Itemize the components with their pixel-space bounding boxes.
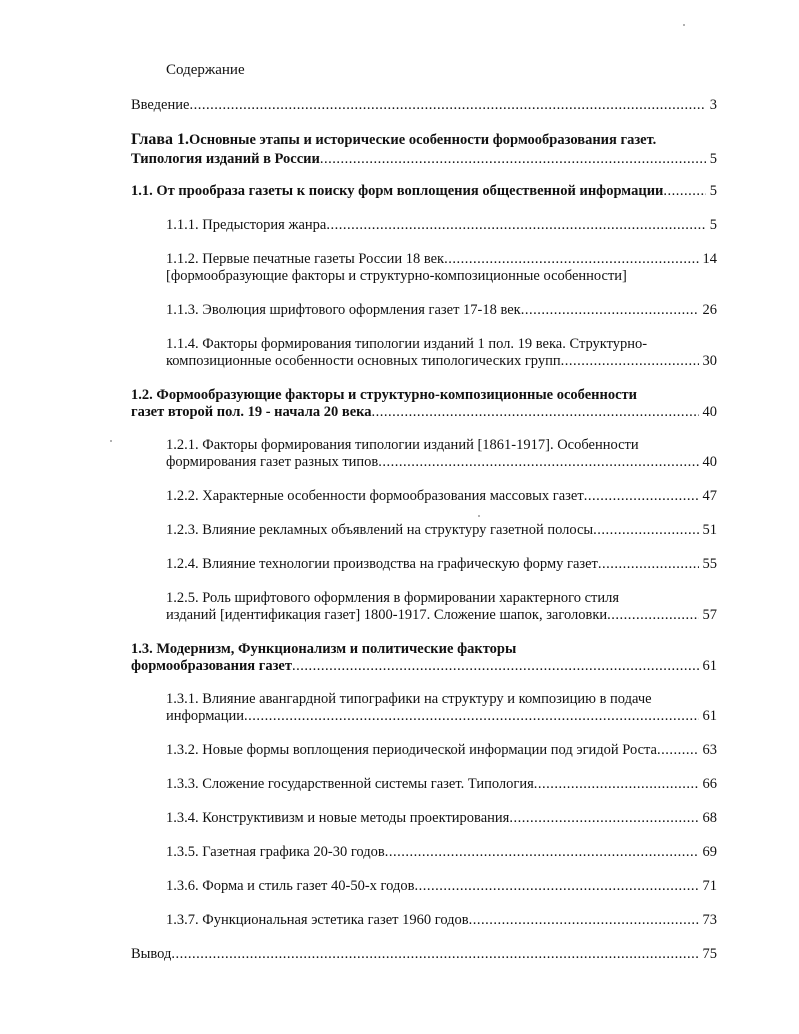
toc-entry-intro <box>131 97 717 114</box>
toc-line <box>131 130 717 150</box>
toc-entry-text: 1.1. От прообраза газеты к поиску форм воплощения общественной информации <box>131 183 664 199</box>
dot-leader <box>521 302 699 319</box>
page-number: 14 <box>702 251 717 267</box>
dot-leader <box>414 878 698 895</box>
dot-leader <box>189 97 705 114</box>
page-number: 75 <box>702 946 717 962</box>
toc-entry-s1-2-5 <box>166 590 717 624</box>
dot-leader <box>244 708 699 725</box>
toc-entry-s1-2-3 <box>166 522 717 539</box>
page-number: 69 <box>702 844 717 860</box>
toc-entry-s1-3-3 <box>166 776 717 793</box>
page-number: 5 <box>709 151 717 167</box>
toc-entry-text: 1.1.3. Эволюция шрифтового оформления газет 17-18 век <box>166 302 521 318</box>
toc-entry-text: 1.3.6. Форма и стиль газет 40-50-х годов <box>166 878 415 894</box>
toc-entry-s1-3-2 <box>166 742 717 759</box>
page-number: 5 <box>709 183 717 199</box>
toc-entry-text: изданий [идентификация газет] 1800-1917. Сложение шапок, заголовки <box>166 607 608 623</box>
dot-leader <box>292 658 699 675</box>
toc-entry-text: 1.2.1. Факторы формирования типологии изданий [1861-1917]. Особенности <box>166 437 639 453</box>
page-number: 47 <box>702 488 717 504</box>
dot-leader <box>607 607 698 624</box>
page-number: 26 <box>702 302 717 318</box>
toc-line <box>166 691 717 708</box>
toc-entry-text: газет второй пол. 19 - начала 20 века <box>131 404 372 420</box>
toc-line <box>131 404 717 421</box>
dot-leader <box>657 742 699 759</box>
toc-entry-text: 1.2. Формообразующие факторы и структурно-композиционные особенности <box>131 387 638 403</box>
toc-entry-s1-2-1 <box>166 437 717 471</box>
scan-speck <box>478 515 480 517</box>
page-number: 73 <box>702 912 717 928</box>
toc-entry-text: 1.1.4. Факторы формирования типологии изданий 1 пол. 19 века. Структурно- <box>166 336 648 352</box>
toc-entry-text: 1.3.1. Влияние авангардной типографики на структуру и композицию в подаче <box>166 691 652 707</box>
toc-line <box>131 658 717 675</box>
toc-entry-text: 1.3.3. Сложение государственной системы газет. Типология <box>166 776 534 792</box>
toc-entry-s1-2-4 <box>166 556 717 573</box>
toc-line <box>131 97 717 114</box>
toc-entry-s1-2 <box>131 387 717 421</box>
page-number: 5 <box>709 217 717 233</box>
toc-entry-text: 1.1.1. Предыстория жанра <box>166 217 327 233</box>
page-number: 68 <box>702 810 717 826</box>
page-title: Содержание <box>166 62 245 78</box>
page-number: 30 <box>702 353 717 369</box>
toc-line <box>166 912 717 929</box>
toc-entry-text: 1.2.4. Влияние технологии производства на графическую форму газет <box>166 556 598 572</box>
page-number: 55 <box>702 556 717 572</box>
toc-entry-s1-2-2 <box>166 488 717 505</box>
toc-entry-text: 1.3.5. Газетная графика 20-30 годов <box>166 844 385 860</box>
dot-leader <box>593 522 698 539</box>
dot-leader <box>171 946 698 963</box>
dot-leader <box>663 183 705 200</box>
chapter-label: Глава 1. <box>131 131 189 148</box>
toc-entry-text: композиционные особенности основных типологических групп <box>166 353 561 369</box>
toc-line <box>131 183 717 200</box>
toc-line <box>166 353 717 370</box>
page-number: 51 <box>702 522 717 538</box>
toc-entry-text: 1.3.2. Новые формы воплощения периодической информации под эгидой Роста <box>166 742 657 758</box>
dot-leader <box>534 776 699 793</box>
toc-line <box>166 217 717 234</box>
dot-leader <box>385 844 699 861</box>
toc-line <box>166 708 717 725</box>
toc-entry-outro <box>131 946 717 963</box>
toc-entry-text: 1.1.2. Первые печатные газеты России 18 век <box>166 251 445 267</box>
toc-entry-text: Введение <box>131 97 190 113</box>
toc-entry-text: Вывод <box>131 946 172 962</box>
toc-entry-text: 1.2.2. Характерные особенности формообразования массовых газет <box>166 488 584 504</box>
toc-entry-s1-3-7 <box>166 912 717 929</box>
toc-line <box>131 641 717 658</box>
toc-line <box>166 590 717 607</box>
toc-entry-text: Основные этапы и исторические особенности формообразования газет. <box>189 132 657 148</box>
toc-entry-s1-1-2 <box>166 251 717 285</box>
toc-entry-text: 1.3.4. Конструктивизм и новые методы проектирования <box>166 810 510 826</box>
toc-entry-s1-1-4 <box>166 336 717 370</box>
toc-entry-text: информации <box>166 708 244 724</box>
toc-line <box>166 437 717 454</box>
page-number: 57 <box>702 607 717 623</box>
page-number: 61 <box>702 658 717 674</box>
toc-entry-text: формирования газет разных типов <box>166 454 379 470</box>
toc-line <box>166 607 717 624</box>
page-number: 66 <box>702 776 717 792</box>
dot-leader <box>326 217 705 234</box>
toc-line <box>166 556 717 573</box>
page-number: 61 <box>702 708 717 724</box>
dot-leader <box>509 810 698 827</box>
dot-leader <box>584 488 699 505</box>
toc-line <box>166 251 717 268</box>
toc-line <box>166 336 717 353</box>
dot-leader <box>598 556 699 573</box>
scan-speck <box>110 440 112 442</box>
toc-line <box>131 150 717 169</box>
toc-line <box>166 268 717 285</box>
toc-entry-s1-3-5 <box>166 844 717 861</box>
toc-line <box>166 742 717 759</box>
scan-speck <box>683 24 685 26</box>
toc-entry-text: 1.3.7. Функциональная эстетика газет 1960 годов <box>166 912 469 928</box>
page-number: 71 <box>702 878 717 894</box>
dot-leader <box>320 150 706 169</box>
toc-entry-text: Типология изданий в России <box>131 151 320 167</box>
toc-line <box>166 878 717 895</box>
toc-entry-text: 1.2.5. Роль шрифтового оформления в формировании характерного стиля <box>166 590 620 606</box>
toc-entry-text: [формообразующие факторы и структурно-композиционные особенности] <box>166 268 627 284</box>
toc-line <box>131 946 717 963</box>
toc-line <box>166 522 717 539</box>
page-number: 40 <box>702 454 717 470</box>
toc-entry-s1-1-3 <box>166 302 717 319</box>
page-number: 40 <box>702 404 717 420</box>
toc-line <box>166 776 717 793</box>
toc-entry-s1-1 <box>131 183 717 200</box>
page-number: 63 <box>702 742 717 758</box>
toc-entry-text: 1.2.3. Влияние рекламных объявлений на структуру газетной полосы <box>166 522 594 538</box>
toc-line <box>166 454 717 471</box>
toc-entry-s1-3-4 <box>166 810 717 827</box>
toc-entry-s1-3-6 <box>166 878 717 895</box>
toc-line <box>166 488 717 505</box>
toc-entry-text: 1.3. Модернизм, Функционализм и политические факторы <box>131 641 517 657</box>
toc-entry-text: формообразования газет <box>131 658 292 674</box>
toc-entry-s1-3 <box>131 641 717 675</box>
toc-entry-ch1 <box>131 130 717 169</box>
toc-line <box>166 810 717 827</box>
toc-entry-s1-3-1 <box>166 691 717 725</box>
toc-line <box>166 844 717 861</box>
dot-leader <box>378 454 698 471</box>
toc-line <box>131 387 717 404</box>
toc-line <box>166 302 717 319</box>
toc-entry-s1-1-1 <box>166 217 717 234</box>
dot-leader <box>372 404 699 421</box>
dot-leader <box>444 251 698 268</box>
page-number: 3 <box>709 97 717 113</box>
dot-leader <box>561 353 699 370</box>
dot-leader <box>469 912 699 929</box>
